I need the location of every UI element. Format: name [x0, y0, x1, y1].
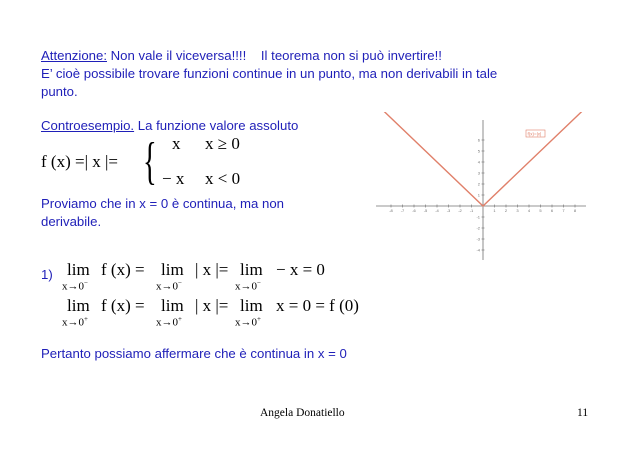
y-tick-label: -3 [476, 236, 480, 242]
x-tick-label: 5 [539, 208, 542, 213]
x-tick-label: 1 [493, 208, 496, 213]
y-tick-label: 4 [477, 159, 480, 165]
x-tick-label: -5 [423, 208, 428, 213]
x-tick-label: -7 [400, 208, 405, 213]
attention-label: Attenzione: [41, 48, 107, 63]
limit-right-1-sub: x→0+ [62, 315, 88, 329]
x-tick-label: -4 [435, 208, 439, 213]
limit-left-3-sub: x→0− [235, 279, 261, 293]
limit-right-3-expr: x = 0 = f (0) [276, 296, 359, 315]
formula-brace: { [143, 133, 157, 190]
limit-right-1: lim [67, 296, 90, 315]
intro-line-2: E’ cioè possibile trovare funzioni continue in un punto, ma non derivabili in tale [41, 66, 498, 81]
x-tick-label: 8 [573, 208, 577, 213]
step-number: 1) [41, 267, 53, 282]
y-tick-label: -1 [476, 214, 480, 220]
y-tick-label: 2 [477, 181, 480, 187]
intro-line-3: punto. [41, 84, 78, 99]
counterexample-text: La funzione valore assoluto [134, 118, 299, 133]
formula-case1-cond: x ≥ 0 [205, 134, 240, 153]
y-tick-label: 1 [477, 192, 480, 198]
prove-line-1: Proviamo che in x = 0 è continua, ma non [41, 196, 285, 211]
x-tick-label: -8 [389, 208, 393, 213]
footer-page-number: 11 [577, 407, 589, 419]
counterexample-label: Controesempio. [41, 118, 135, 133]
limit-left-1: lim [67, 260, 90, 279]
y-tick-label: 6 [477, 137, 480, 143]
limit-left-2-sub: x→0− [156, 279, 182, 293]
formula-lhs: f (x) =| x |= [41, 152, 118, 171]
conclusion-text: Pertanto possiamo affermare che è continua in x = 0 [41, 346, 347, 361]
formula-case1-expr: x [172, 134, 181, 153]
x-tick-label: 6 [550, 208, 554, 213]
limit-left-3: lim [240, 260, 263, 279]
x-tick-label: 2 [504, 208, 508, 213]
x-tick-label: -6 [412, 208, 416, 213]
limit-right-2: lim [161, 296, 184, 315]
footer-author: Angela Donatiello [260, 407, 345, 419]
limit-right-3-sub: x→0+ [235, 315, 261, 329]
limit-left-1-expr: f (x) = [101, 260, 145, 279]
legend-label: f(x)=|x| [527, 131, 542, 137]
limit-right-3: lim [240, 296, 263, 315]
y-tick-label: 5 [477, 148, 480, 154]
counterexample-line [41, 117, 298, 135]
limit-left-2-expr: | x |= [195, 260, 229, 279]
x-tick-label: -2 [458, 208, 462, 213]
limit-left-2: lim [161, 260, 184, 279]
formula-case2-cond: x < 0 [205, 169, 241, 188]
x-tick-label: 7 [562, 208, 565, 213]
formula-case2-expr: − x [162, 169, 185, 188]
intro-line-1 [41, 47, 442, 65]
prove-line-2: derivabile. [41, 214, 102, 229]
x-tick-label: -1 [469, 208, 474, 213]
y-tick-label: -4 [476, 247, 480, 253]
limit-right-2-expr: | x |= [195, 296, 229, 315]
y-tick-label: 3 [477, 170, 480, 176]
limit-left-3-expr: − x = 0 [276, 260, 325, 279]
limit-right-1-expr: f (x) = [101, 296, 145, 315]
x-tick-label: 3 [516, 208, 519, 213]
y-tick-label: -2 [476, 225, 480, 231]
intro-line-1-text: Non vale il viceversa!!!! Il teorema non si può invertire!! [106, 48, 442, 63]
limit-right-2-sub: x→0+ [156, 315, 182, 329]
x-tick-label: 4 [527, 208, 531, 213]
limit-left-1-sub: x→0− [62, 279, 88, 293]
absolute-value-graph [370, 112, 592, 262]
x-tick-label: -3 [446, 208, 451, 213]
